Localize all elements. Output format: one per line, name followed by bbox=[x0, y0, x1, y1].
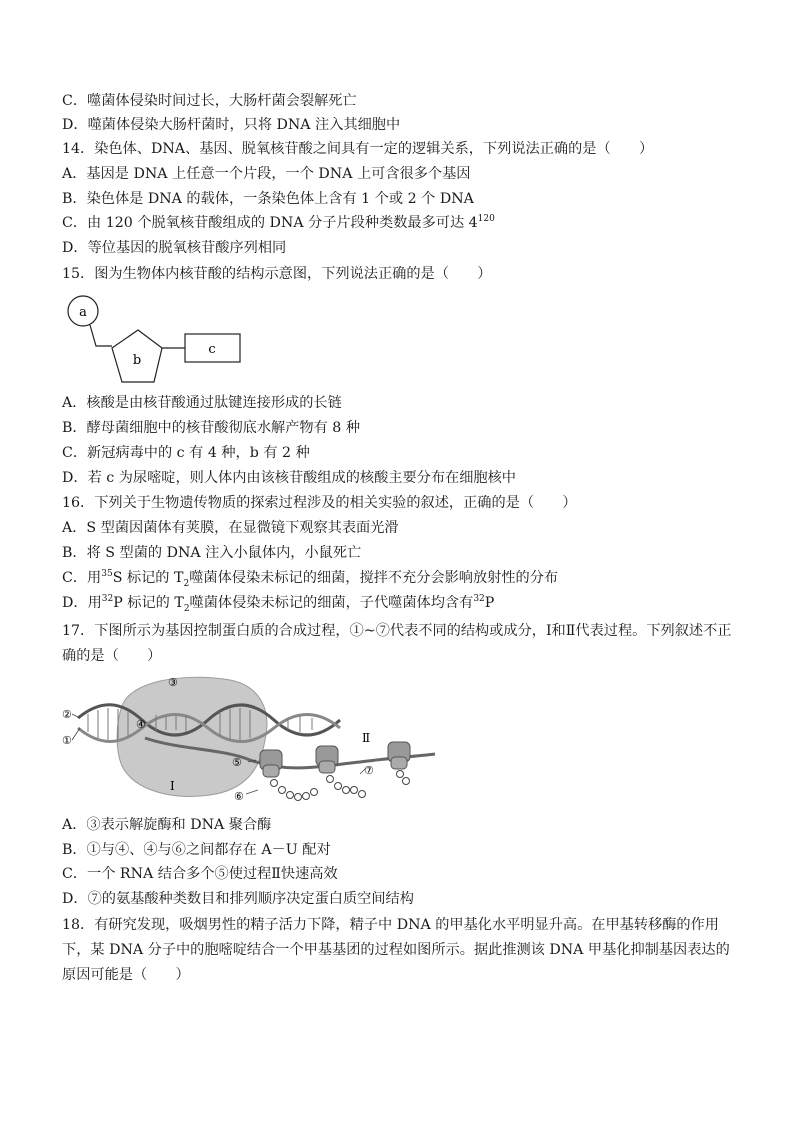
label-6: ⑥ bbox=[234, 790, 244, 803]
q14-option-d: D．等位基因的脱氧核苷酸序列相同 bbox=[62, 240, 287, 256]
q15-option-b: B．酵母菌细胞中的核苷酸彻底水解产物有 8 种 bbox=[62, 420, 361, 436]
q16-option-c-mid: S 标记的 T bbox=[112, 570, 184, 586]
q17-stem: 17．下图所示为基因控制蛋白质的合成过程，①~⑦代表不同的结构或成分，Ⅰ和Ⅱ代表过程。下列叙述不正确的是（ ） bbox=[62, 623, 732, 664]
q13-option-c: C．噬菌体侵染时间过长，大肠杆菌会裂解死亡 bbox=[62, 93, 357, 109]
q16-option-c-sub: 2 bbox=[183, 578, 190, 589]
q14-option-a: A．基因是 DNA 上任意一个片段，一个 DNA 上可含很多个基因 bbox=[62, 166, 471, 182]
ribosome-1 bbox=[260, 750, 282, 777]
ribosome-3 bbox=[388, 742, 410, 769]
q16-option-c bbox=[62, 568, 742, 594]
label-7: ⑦ bbox=[364, 764, 374, 777]
label-5: ⑤ bbox=[232, 756, 242, 769]
q17-option-b: B．①与④、④与⑥之间都存在 A－U 配对 bbox=[62, 842, 331, 858]
q16-option-b: B．将 S 型菌的 DNA 注入小鼠体内，小鼠死亡 bbox=[62, 545, 362, 561]
label-2: ② bbox=[62, 708, 72, 721]
q14-option-c bbox=[62, 213, 742, 233]
q16-option-d-sub: 2 bbox=[183, 603, 190, 614]
q16-stem: 16．下列关于生物遗传物质的探索过程涉及的相关实验的叙述，正确的是（ ） bbox=[62, 495, 577, 511]
polypeptide-chain-3 bbox=[397, 771, 410, 785]
q16-option-d-sup2: 32 bbox=[473, 594, 485, 604]
label-process-II: Ⅱ bbox=[362, 731, 371, 745]
q16-option-d bbox=[62, 593, 742, 619]
q13-option-d: D．噬菌体侵染大肠杆菌时，只将 DNA 注入其细胞中 bbox=[62, 117, 401, 133]
q17-option-a: A．③表示解旋酶和 DNA 聚合酶 bbox=[62, 817, 272, 833]
enzyme-blob bbox=[117, 677, 267, 796]
base-label: c bbox=[208, 342, 216, 357]
phosphate-label: a bbox=[79, 305, 87, 320]
q16-option-d-post: 噬菌体侵染未标记的细菌，子代噬菌体均含有 bbox=[189, 595, 474, 611]
q16-option-d-sup: 32 bbox=[101, 594, 114, 604]
pentose-label: b bbox=[132, 353, 142, 368]
q15-option-d: D．若 c 为尿嘧啶，则人体内由该核苷酸组成的核酸主要分布在细胞核中 bbox=[62, 470, 516, 486]
polypeptide-chain-1 bbox=[271, 780, 318, 801]
q15-nucleotide-diagram bbox=[60, 292, 250, 387]
q14-option-c-exponent: 120 bbox=[477, 214, 495, 224]
label-4: ④ bbox=[136, 718, 146, 731]
phosphate-bond bbox=[90, 325, 112, 346]
q15-stem: 15．图为生物体内核苷酸的结构示意图，下列说法正确的是（ ） bbox=[62, 266, 492, 282]
label-process-I: Ⅰ bbox=[170, 779, 175, 793]
label-1: ① bbox=[62, 734, 72, 747]
q15-option-a: A．核酸是由核苷酸通过肽键连接形成的长链 bbox=[62, 395, 342, 411]
q14-stem: 14．染色体、DNA、基因、脱氧核苷酸之间具有一定的逻辑关系，下列说法正确的是（ ） bbox=[62, 141, 654, 157]
q17-option-d: D．⑦的氨基酸种类数目和排列顺序决定蛋白质空间结构 bbox=[62, 891, 414, 907]
q16-option-a: A．S 型菌因菌体有荚膜，在显微镜下观察其表面光滑 bbox=[62, 520, 399, 536]
q18-stem: 18．有研究发现，吸烟男性的精子活力下降，精子中 DNA 的甲基化水平明显升高。在甲基转移酶的作用下，某 DNA 分子中的胞嘧啶结合一个甲基基团的过程如图所示。据此推测该 DNA 甲基化抑制基因表达的原因可能是（ ） bbox=[62, 917, 730, 983]
q16-option-d-mid: P 标记的 T bbox=[113, 595, 184, 611]
q14-option-c-text: C．由 120 个脱氧核苷酸组成的 DNA 分子片段种类数最多可达 4 bbox=[62, 215, 478, 231]
q15-option-c: C．新冠病毒中的 c 有 4 种，b 有 2 种 bbox=[62, 445, 310, 461]
q14-option-b: B．染色体是 DNA 的载体，一条染色体上含有 1 个或 2 个 DNA bbox=[62, 191, 474, 207]
q16-option-c-post: 噬菌体侵染未标记的细菌，搅拌不充分会影响放射性的分布 bbox=[189, 570, 559, 586]
q17-protein-synthesis-diagram bbox=[60, 670, 440, 810]
q16-option-d-end: P bbox=[484, 595, 495, 611]
label-3: ③ bbox=[168, 676, 178, 689]
q17-option-c: C．一个 RNA 结合多个⑤使过程Ⅱ快速高效 bbox=[62, 866, 338, 882]
q16-option-c-pre: C．用 bbox=[62, 570, 102, 586]
ribosome-2 bbox=[316, 746, 338, 773]
q16-option-c-sup: 35 bbox=[101, 569, 113, 579]
polypeptide-chain-2 bbox=[327, 776, 366, 798]
q16-option-d-pre: D．用 bbox=[62, 595, 102, 611]
